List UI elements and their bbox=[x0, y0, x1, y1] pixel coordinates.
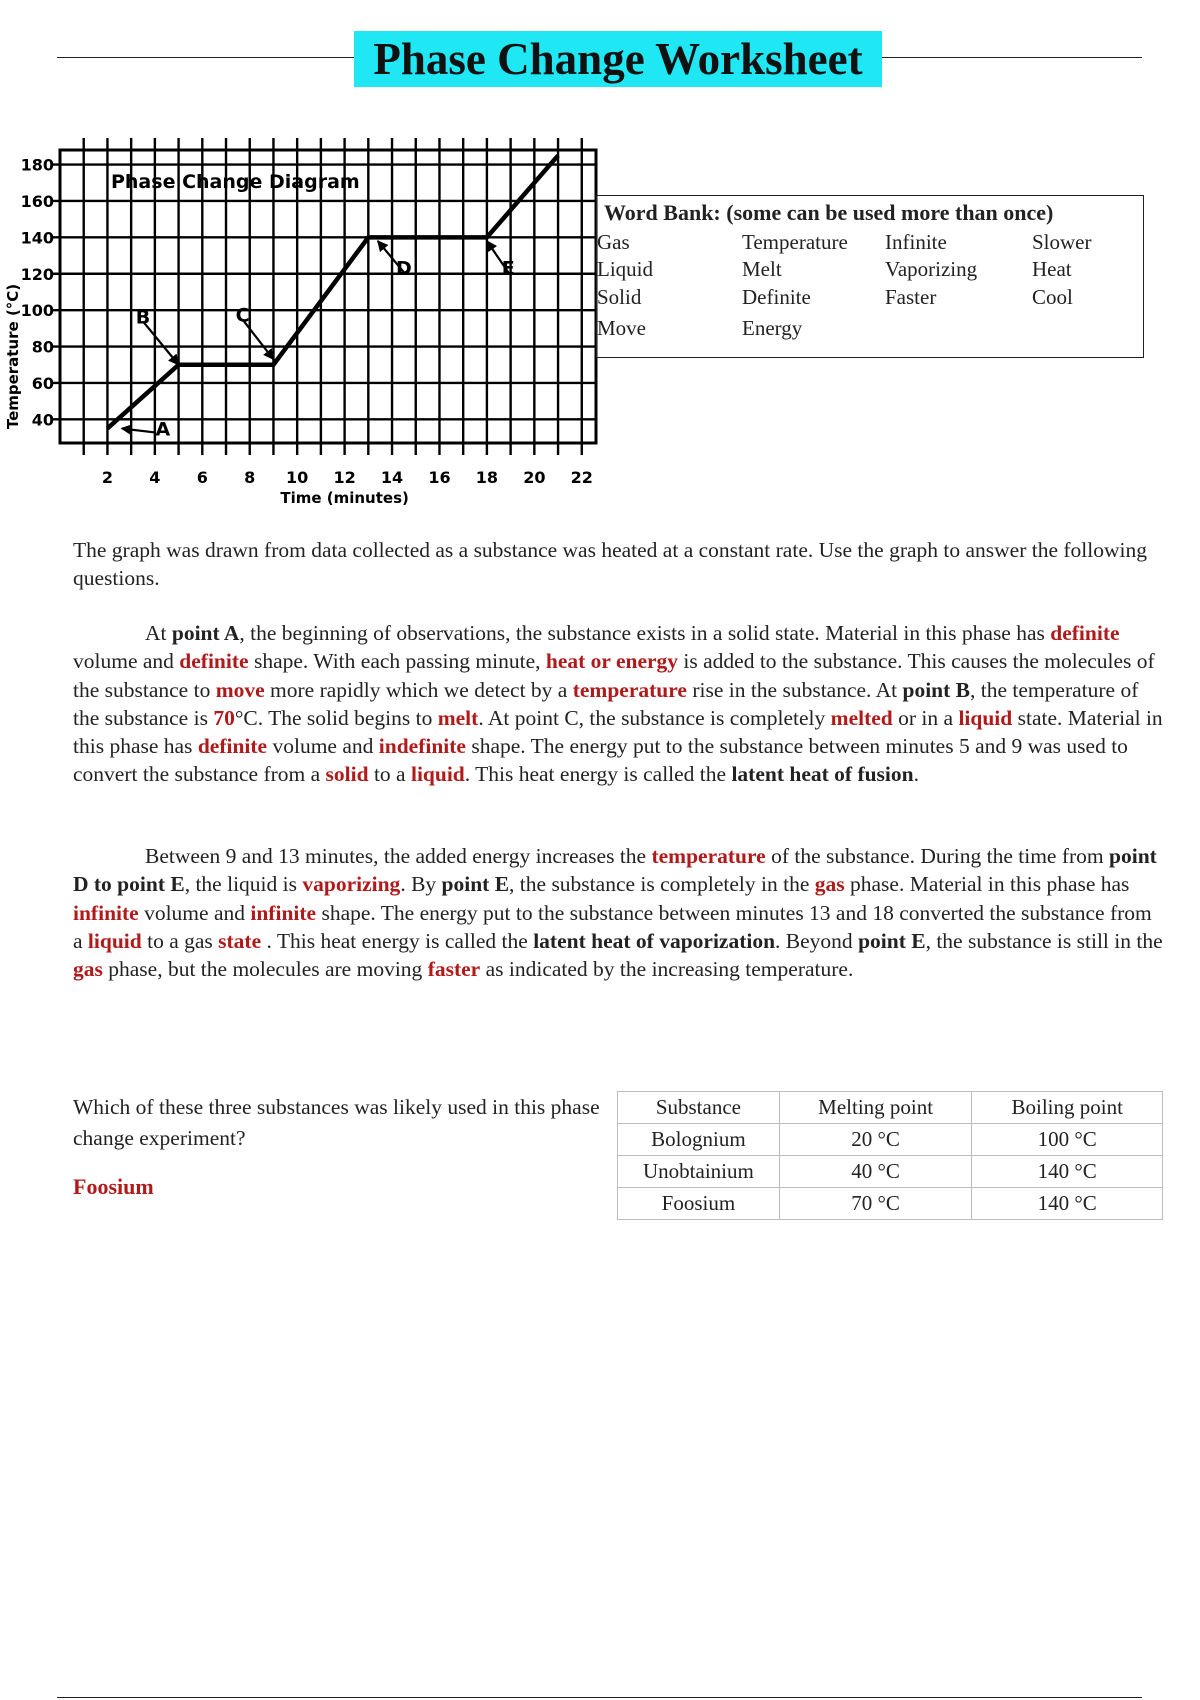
header-rule-right bbox=[880, 57, 1142, 58]
question-answer: Foosium bbox=[73, 1174, 154, 1199]
table-cell: 20 °C bbox=[779, 1124, 972, 1156]
word-bank-title: Word Bank: (some can be used more than once) bbox=[604, 200, 1054, 225]
x-tick-label: 6 bbox=[196, 468, 208, 487]
paragraph-vaporization bbox=[73, 842, 1163, 983]
annotation-label-c: C bbox=[235, 304, 250, 327]
text: rise in the substance. At bbox=[686, 677, 903, 702]
y-tick-label: 60 bbox=[31, 373, 54, 393]
answer: vaporizing bbox=[302, 872, 401, 897]
x-tick-label: 14 bbox=[380, 468, 404, 487]
table-cell: 40 °C bbox=[779, 1156, 972, 1188]
answer: melted bbox=[830, 705, 893, 730]
answer: infinite bbox=[73, 900, 139, 925]
text: , the beginning of observations, the substance exists in a solid state. Material in this phase has bbox=[239, 621, 1051, 645]
annotation-label-b: B bbox=[135, 306, 151, 329]
answer: melt bbox=[437, 705, 479, 730]
page-title: Phase Change Worksheet bbox=[354, 31, 882, 87]
word-bank-item: Gas bbox=[597, 230, 630, 254]
text: of the substance. During the time from bbox=[765, 844, 1110, 868]
text: phase. Material in this phase has bbox=[844, 872, 1130, 897]
text: volume and bbox=[267, 734, 379, 759]
answer: heat or energy bbox=[545, 649, 679, 674]
table-header-row bbox=[618, 1092, 1163, 1124]
x-tick-label: 10 bbox=[286, 468, 309, 487]
table-row bbox=[618, 1156, 1163, 1188]
word-bank-item: Faster bbox=[885, 285, 937, 309]
term: point B bbox=[902, 677, 971, 702]
text: to a gas bbox=[141, 928, 219, 953]
chart-title: Phase Change Diagram bbox=[110, 171, 360, 194]
x-axis-title: Time (minutes) bbox=[280, 489, 409, 507]
word-bank-item: Move bbox=[597, 316, 646, 340]
answer: faster bbox=[427, 957, 481, 982]
x-tick-label: 16 bbox=[428, 468, 451, 487]
y-tick-label: 160 bbox=[20, 191, 54, 211]
answer: 70 bbox=[213, 705, 235, 730]
word-bank bbox=[596, 195, 1144, 358]
annotation-label-d: D bbox=[396, 257, 412, 280]
intro-paragraph: The graph was drawn from data collected as a substance was heated at a constant rate. Use the graph to answer the following questions. bbox=[73, 538, 1148, 591]
word-bank-item: Temperature bbox=[742, 230, 848, 254]
x-tick-label: 4 bbox=[149, 468, 161, 487]
text: °C. The solid begins to bbox=[234, 705, 438, 730]
text: . bbox=[913, 762, 919, 787]
text: , the substance is completely in the bbox=[509, 872, 815, 897]
text: as indicated by the increasing temperature. bbox=[480, 957, 854, 982]
x-tick-label: 12 bbox=[333, 468, 356, 487]
paragraph-fusion bbox=[73, 619, 1163, 789]
header-rule-left bbox=[57, 57, 357, 58]
word-bank-item: Definite bbox=[742, 285, 811, 309]
table-cell: Foosium bbox=[618, 1188, 780, 1220]
word-bank-item: Liquid bbox=[597, 257, 653, 281]
answer: definite bbox=[1050, 621, 1120, 645]
term: point A bbox=[171, 621, 240, 645]
heating-curve-line bbox=[107, 155, 558, 428]
intro-text bbox=[73, 536, 1163, 593]
answer: state bbox=[218, 928, 262, 953]
text: state. Material in this phase has bbox=[73, 705, 1163, 759]
term: latent heat of fusion bbox=[731, 762, 914, 787]
text: . By bbox=[400, 872, 442, 897]
text: , the substance is still in the bbox=[925, 928, 1163, 953]
table-cell: 140 °C bbox=[972, 1156, 1163, 1188]
answer: liquid bbox=[410, 762, 465, 787]
x-tick-label: 20 bbox=[523, 468, 546, 487]
text: more rapidly which we detect by a bbox=[264, 677, 573, 702]
answer: temperature bbox=[651, 844, 766, 868]
word-bank-item: Melt bbox=[742, 257, 782, 281]
text: shape. The energy put to the substance between minutes 5 and 9 was used to convert the substance from a bbox=[73, 734, 1128, 787]
text: shape. The energy put to the substance between minutes 13 and 18 converted the substance from a bbox=[73, 900, 1152, 953]
text: is added to the substance. This causes the molecules of the substance to bbox=[73, 649, 1155, 702]
table-cell: Bolognium bbox=[618, 1124, 780, 1156]
x-tick-label: 18 bbox=[475, 468, 499, 487]
text: . Beyond bbox=[775, 928, 859, 953]
answer: liquid bbox=[958, 705, 1013, 730]
text: shape. With each passing minute, bbox=[248, 649, 546, 674]
text: phase, but the molecules are moving bbox=[102, 957, 428, 982]
table-cell: 140 °C bbox=[972, 1188, 1163, 1220]
table-cell: 70 °C bbox=[779, 1188, 972, 1220]
table-header-cell: Melting point bbox=[779, 1092, 972, 1124]
term: point E bbox=[858, 928, 926, 953]
text: , the temperature of the substance is bbox=[73, 677, 1139, 730]
text: . This heat energy is called the bbox=[261, 928, 534, 953]
table-row bbox=[618, 1124, 1163, 1156]
substance-table bbox=[617, 1091, 1163, 1220]
table-row bbox=[618, 1188, 1163, 1220]
table-cell: Unobtainium bbox=[618, 1156, 780, 1188]
text: volume and bbox=[138, 900, 251, 925]
text: volume and bbox=[73, 649, 180, 674]
word-bank-item: Heat bbox=[1032, 257, 1072, 281]
text: , the liquid is bbox=[184, 872, 303, 897]
word-bank-item: Slower bbox=[1032, 230, 1092, 254]
table-cell: 100 °C bbox=[972, 1124, 1163, 1156]
text: . At point C, the substance is completely bbox=[478, 705, 831, 730]
answer: liquid bbox=[87, 928, 142, 953]
annotation-label-a: A bbox=[155, 418, 171, 441]
answer: definite bbox=[197, 734, 268, 759]
text: At bbox=[145, 621, 172, 645]
y-axis-title: Temperature (°C) bbox=[4, 283, 22, 430]
table-header-cell: Boiling point bbox=[972, 1092, 1163, 1124]
phase-change-chart bbox=[0, 130, 600, 510]
term: point D to point E bbox=[73, 844, 1157, 897]
x-tick-label: 8 bbox=[244, 468, 256, 487]
text: or in a bbox=[892, 705, 959, 730]
y-tick-label: 120 bbox=[20, 264, 54, 284]
word-bank-item: Solid bbox=[597, 285, 642, 309]
footer-rule bbox=[57, 1697, 1142, 1698]
y-tick-label: 180 bbox=[20, 155, 54, 175]
answer: move bbox=[215, 677, 265, 702]
text: . This heat energy is called the bbox=[464, 762, 732, 787]
question-text: Which of these three substances was likely used in this phase change experiment? bbox=[73, 1095, 600, 1150]
table-header-cell: Substance bbox=[618, 1092, 780, 1124]
term: latent heat of vaporization bbox=[533, 928, 776, 953]
answer: indefinite bbox=[378, 734, 466, 759]
term: point E bbox=[441, 872, 510, 897]
y-tick-label: 140 bbox=[20, 228, 54, 248]
text: to a bbox=[368, 762, 411, 787]
y-tick-label: 80 bbox=[31, 337, 54, 357]
text: Between 9 and 13 minutes, the added energy increases the bbox=[145, 844, 652, 868]
answer: solid bbox=[325, 762, 369, 787]
x-tick-label: 2 bbox=[101, 468, 114, 487]
y-tick-label: 100 bbox=[20, 301, 54, 321]
answer: definite bbox=[179, 649, 249, 674]
answer: gas bbox=[814, 872, 845, 897]
answer: temperature bbox=[572, 677, 687, 702]
y-tick-label: 40 bbox=[31, 410, 54, 430]
x-tick-label: 22 bbox=[570, 468, 593, 487]
word-bank-item: Infinite bbox=[885, 230, 947, 254]
word-bank-item: Vaporizing bbox=[885, 257, 978, 281]
answer: gas bbox=[73, 957, 103, 982]
annotation-label-e: E bbox=[501, 257, 515, 280]
annotation-arrow bbox=[122, 428, 155, 432]
word-bank-item: Energy bbox=[742, 316, 803, 340]
answer: infinite bbox=[250, 900, 317, 925]
word-bank-item: Cool bbox=[1032, 285, 1073, 309]
